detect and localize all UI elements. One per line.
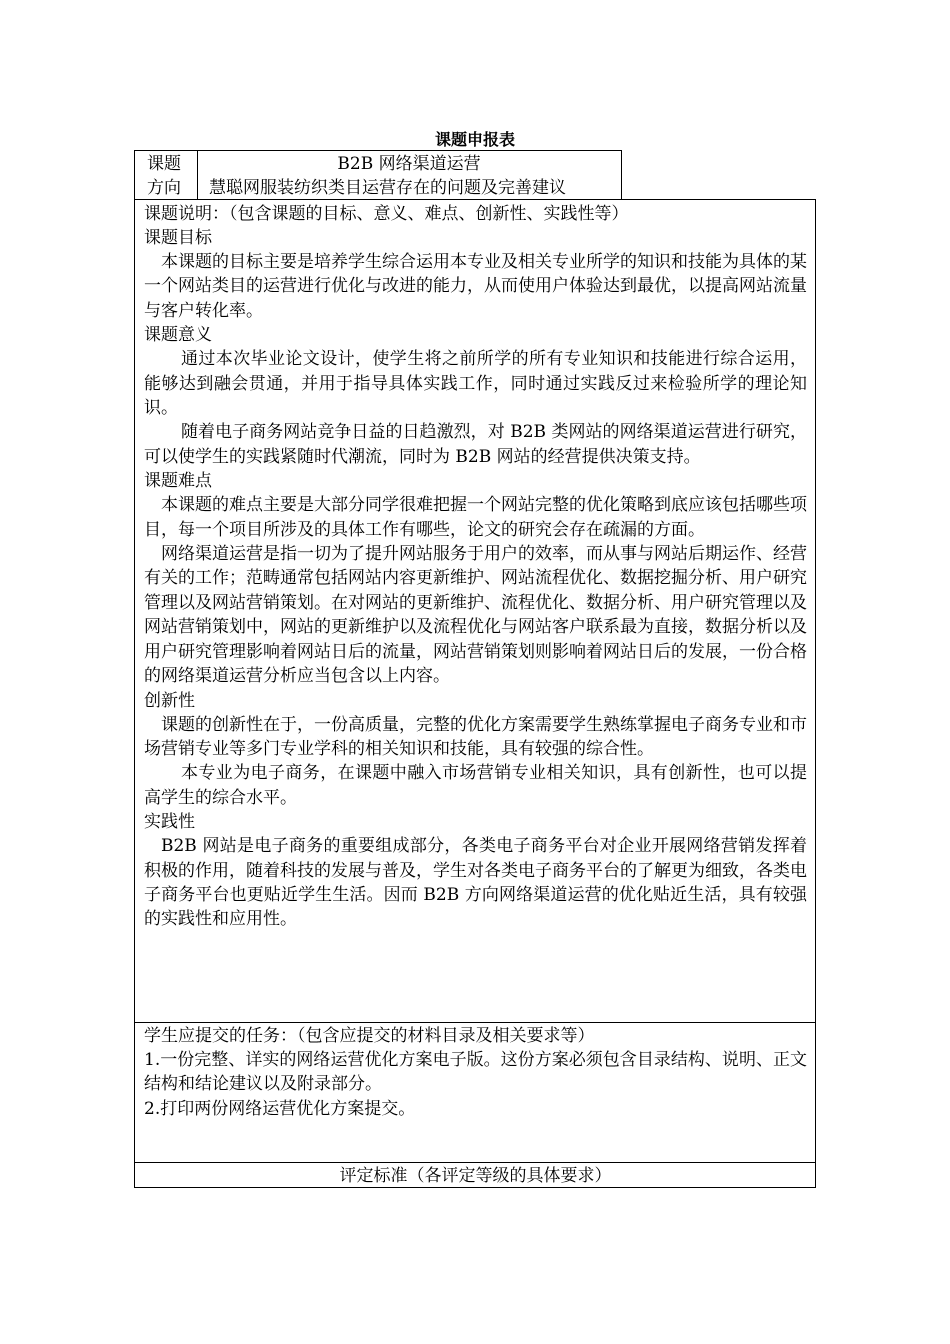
description-header: 课题说明：（包含课题的目标、意义、难点、创新性、实践性等） (144, 204, 629, 224)
section-divider-1 (135, 1022, 815, 1023)
task-item-2: 2.打印两份网络运营优化方案提交。 (144, 1098, 416, 1119)
criteria-header: 评定标准（各评定等级的具体要求） (339, 1166, 612, 1186)
direction-value: 慧聪网服装纺织类目运营存在的问题及完善建议 (209, 178, 566, 198)
main-form-box (134, 199, 816, 1188)
practice-paragraph: B2B 网站是电子商务的重要组成部分，各类电子商务平台对企业开展网络营销发挥着积极的作用，随着科技的发展与普及，学生对各类电子商务平台的了解更为细致，各类电子商务平台也更贴近学生生活。因而 B2B 方向网络渠道运营的优化贴近生活，具有较强的实践性和应用性。 (144, 836, 807, 930)
criteria-section (135, 1164, 815, 1188)
tasks-section (135, 1024, 815, 1121)
topic-label-column (135, 151, 198, 199)
meaning-paragraph-2: 随着电子商务网站竞争日益的日趋激烈，对 B2B 类网站的网络渠道运营进行研究，可以使学生的实践紧随时代潮流，同时为 B2B 网站的经营提供决策支持。 (144, 422, 807, 467)
form-title: 课题申报表 (434, 130, 515, 149)
topic-value: B2B 网络渠道运营 (337, 154, 481, 174)
meaning-paragraph-1: 通过本次毕业论文设计，使学生将之前所学的所有专业知识和技能进行综合运用，能够达到融会贯通，并用于指导具体实践工作，同时通过实践反过来检验所学的理论知识。 (144, 349, 807, 419)
goal-paragraph: 本课题的目标主要是培养学生综合运用本专业及相关专业所学的知识和技能为具体的某一个网站类目的运营进行优化与改进的能力，从而使用户体验达到最优，以提高网站流量与客户转化率。 (144, 252, 807, 321)
direction-label: 方向 (147, 178, 181, 198)
description-section (135, 202, 815, 932)
section-divider-2 (135, 1162, 815, 1163)
innovation-heading: 创新性 (144, 690, 195, 711)
innovation-paragraph-1: 课题的创新性在于，一份高质量，完整的优化方案需要学生熟练掌握电子商务专业和市场营销专业等多门专业学科的相关知识和技能，具有较强的综合性。 (144, 714, 807, 759)
difficulty-heading: 课题难点 (144, 471, 212, 492)
difficulty-paragraph-1: 本课题的难点主要是大部分同学很难把握一个网站完整的优化策略到底应该包括哪些项目，每一个项目所涉及的具体工作有哪些，论文的研究会存在疏漏的方面。 (144, 495, 807, 540)
meaning-heading: 课题意义 (144, 325, 212, 346)
task-item-1: 1.一份完整、详实的网络运营优化方案电子版。这份方案必须包含目录结构、说明、正文结构和结论建议以及附录部分。 (144, 1050, 807, 1095)
tasks-header: 学生应提交的任务：（包含应提交的材料目录及相关要求等） (144, 1026, 595, 1046)
topic-table (134, 150, 622, 200)
topic-value-column (197, 151, 621, 199)
practice-heading: 实践性 (144, 812, 195, 833)
goal-heading: 课题目标 (144, 228, 212, 248)
topic-label: 课题 (147, 154, 181, 174)
innovation-paragraph-2: 本专业为电子商务，在课题中融入市场营销专业相关知识，具有创新性，也可以提高学生的综合水平。 (144, 763, 807, 808)
difficulty-paragraph-2: 网络渠道运营是指一切为了提升网站服务于用户的效率，而从事与网站后期运作、经营有关的工作；范畴通常包括网站内容更新维护、网站流程优化、数据挖掘分析、用户研究管理以及网站营销策划。在对网站的更新维护、流程优化、数据分析、用户研究管理以及网站营销策划中，网站的更新维护以及流程优化与网站客户联系最为直接，数据分析以及用户研究管理影响着网站日后的流量，网站营销策划则影响着网站日后的发展，一份合格的网络渠道运营分析应当包含以上内容。 (144, 544, 807, 687)
